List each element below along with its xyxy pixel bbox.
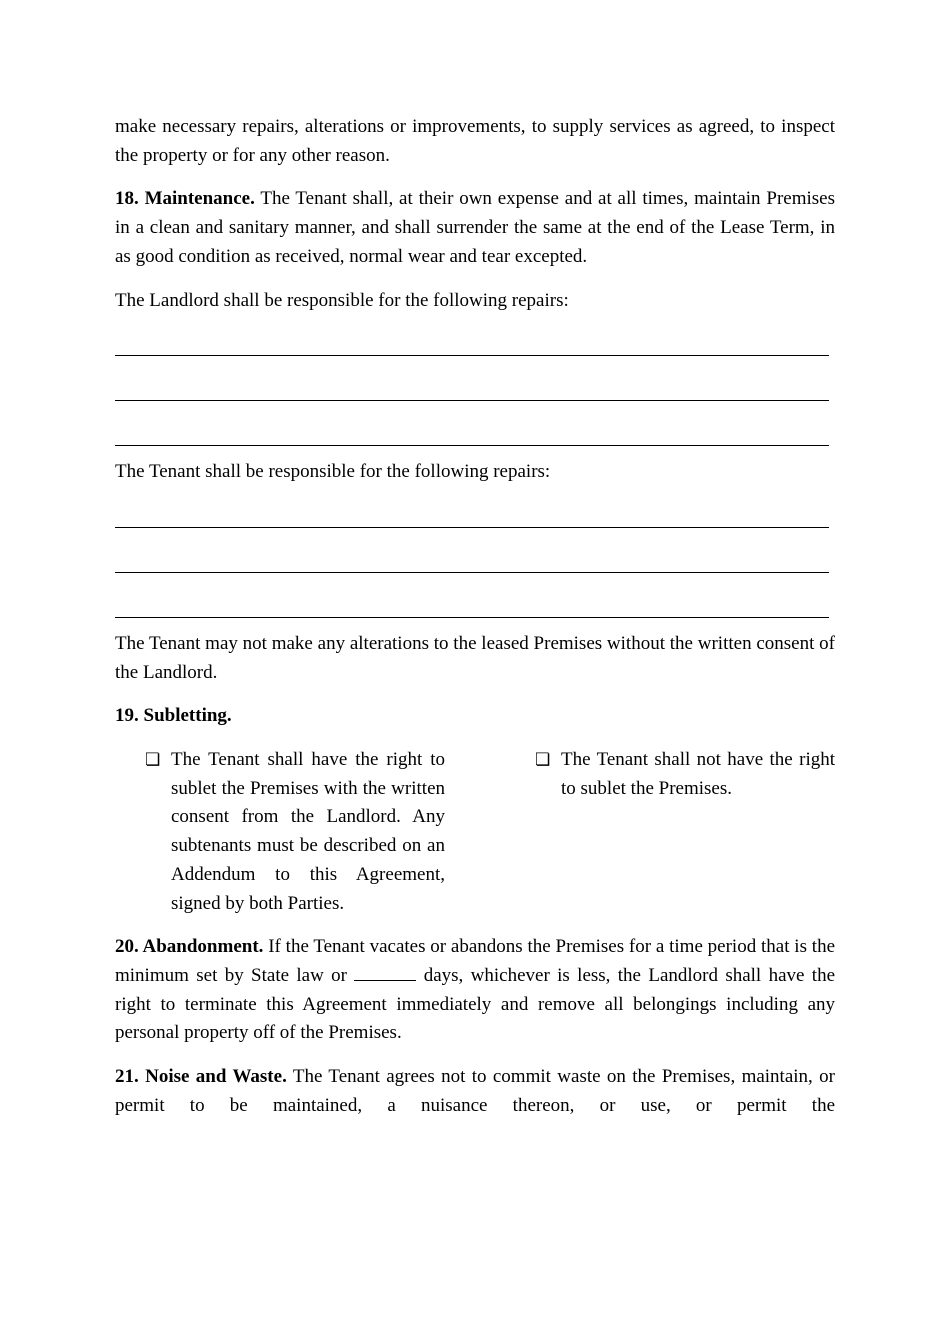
landlord-repairs-label: The Landlord shall be responsible for the following repairs: [115,289,569,311]
subletting-options [145,746,835,918]
noise-paragraph [115,1063,835,1120]
tenant-repair-line-1[interactable] [115,505,829,528]
tenant-repair-line-3[interactable] [115,595,829,618]
abandonment-body-part2: days, whichever is less, the Landlord shall have the right to terminate this Agreement immediately and remove all belongings including any personal property off of the Premises. [115,964,835,1044]
alterations-paragraph: The Tenant may not make any alterations to the leased Premises without the written consent of the Landlord. [115,632,835,683]
document-page [115,113,835,1135]
landlord-repairs-blanks [115,315,835,446]
sublet-not-allowed-text: The Tenant shall not have the right to sublet the Premises. [561,749,835,799]
abandonment-heading: 20. Abandonment. [115,936,264,958]
subletting-heading-paragraph [115,702,835,731]
landlord-repair-line-2[interactable] [115,378,829,401]
tenant-repairs-blanks [115,487,835,618]
noise-heading: 21. Noise and Waste. [115,1066,287,1088]
landlord-repair-line-3[interactable] [115,423,829,446]
checkbox-icon[interactable]: ❏ [535,750,551,771]
intro-paragraph: make necessary repairs, alterations or improvements, to supply services as agreed, to inspect the property or for any other reason. [115,116,835,166]
landlord-repair-line-1[interactable] [115,333,829,356]
tenant-repairs-label: The Tenant shall be responsible for the following repairs: [115,461,551,483]
checkbox-icon[interactable]: ❏ [145,750,161,771]
abandonment-paragraph [115,933,835,1048]
subletting-heading: 19. Subletting. [115,705,232,727]
sublet-not-allowed-option[interactable] [535,746,835,918]
abandonment-days-blank[interactable] [354,962,416,981]
maintenance-paragraph [115,185,835,271]
abandonment-body-part1: If the Tenant vacates or abandons the Premises for a time period that is the minimum set by State law or [115,936,835,986]
tenant-repair-line-2[interactable] [115,550,829,573]
maintenance-body: The Tenant shall, at their own expense and at all times, maintain Premises in a clean and sanitary manner, and shall surrender the same at the end of the Lease Term, in as good condition as received, normal wear and tear excepted. [115,188,835,267]
maintenance-heading: 18. Maintenance. [115,188,255,210]
sublet-allowed-text: The Tenant shall have the right to sublet the Premises with the written consent from the Landlord. Any subtenants must be described on an Addendum to this Agreement, signed by both Parties. [171,749,445,914]
sublet-allowed-option[interactable] [145,746,445,918]
noise-body: The Tenant agrees not to commit waste on the Premises, maintain, or permit to be maintained, a nuisance thereon, or use, or permit the [115,1066,835,1116]
